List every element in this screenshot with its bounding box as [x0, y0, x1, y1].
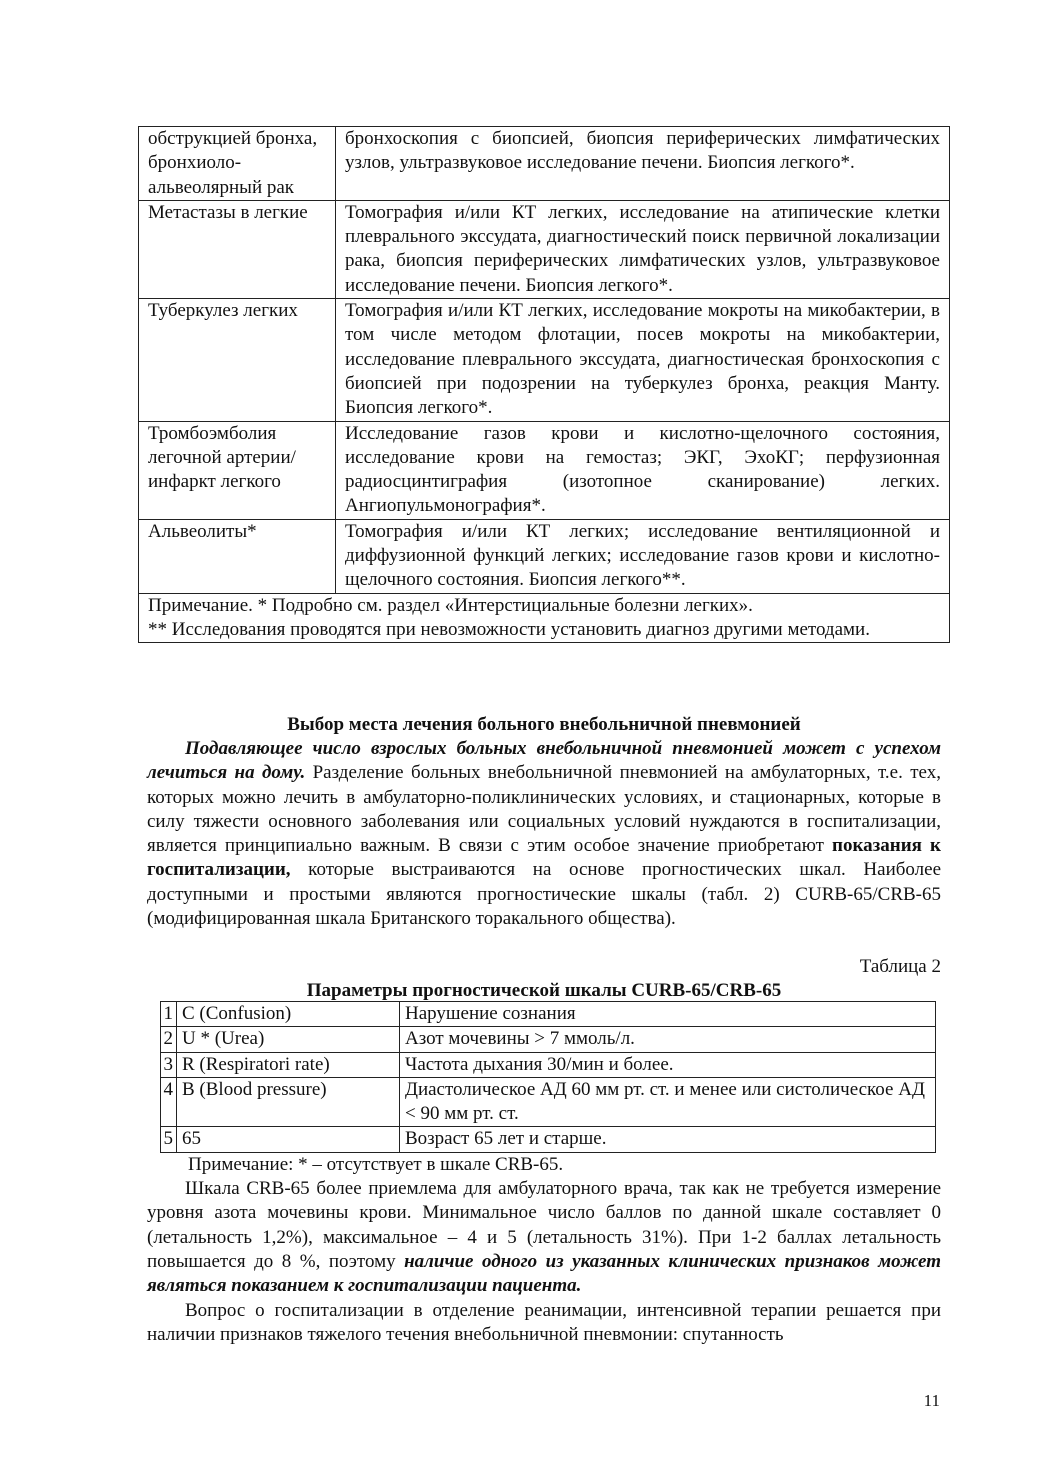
row-number: 2 — [161, 1027, 177, 1052]
differential-diagnosis-table — [138, 126, 950, 643]
paragraph-icu: Вопрос о госпитализации в отделение реанимации, интенсивной терапии решается при наличии признаков тяжелого течения внебольничной пневмонии: спутанность — [147, 1300, 941, 1346]
table-note-cell — [139, 593, 950, 643]
description-cell: Азот мочевины > 7 ммоль/л. — [400, 1027, 936, 1052]
description-cell: Диастолическое АД 60 мм рт. ст. и менее или систолическое АД < 90 мм рт. ст. — [400, 1077, 936, 1127]
table-row — [161, 1077, 936, 1127]
page-number: 11 — [923, 1391, 940, 1410]
table-row — [161, 1127, 936, 1152]
paragraph-text: которые выстраиваются на основе прогностических шкал. Наиболее доступными и простыми являются прогностические шкалы (табл. 2) CURB-65/CRB-65 (модифицированная шкала Британского торакального общества). — [147, 859, 941, 930]
parameter-cell: R (Respiratori rate) — [177, 1052, 400, 1077]
table-row — [139, 200, 950, 298]
row-number: 1 — [161, 1002, 177, 1027]
methods-cell: Томография и/или КТ легких, исследование на атипические клетки плеврального экссудата, диагностический поиск первичной локализации рака, биопсия периферических лимфатических узлов, ультразвуковое исследование печени. Биопсия легкого*. — [336, 200, 950, 298]
paragraph-text: Разделение больных внебольничной пневмонией на амбулаторных, т.е. тех, которых можно лечить в амбулаторно-поликлинических условиях, и стационарных, которые в силу тяжести основного заболевания или социальных условий нуждаются в госпитализации, является принципиально важным. В связи с этим особое значение приобретают — [147, 762, 941, 857]
curb65-table — [160, 1001, 936, 1153]
table-row — [139, 519, 950, 593]
disease-cell: Метастазы в легкие — [139, 200, 336, 298]
section-title: Выбор места лечения больного внебольничной пневмонией — [287, 714, 801, 735]
disease-cell: Тромбоэмболия легочной артерии/инфаркт легкого — [139, 421, 336, 519]
description-cell: Возраст 65 лет и старше. — [400, 1127, 936, 1152]
methods-cell: бронхоскопия с биопсией, биопсия периферических лимфатических узлов, ультразвуковое исследование печени. Биопсия легкого*. — [336, 127, 950, 201]
description-cell: Частота дыхания 30/мин и более. — [400, 1052, 936, 1077]
paragraph-hospitalization — [147, 737, 941, 931]
parameter-cell: B (Blood pressure) — [177, 1077, 400, 1127]
table-footnote: Примечание: * – отсутствует в шкале CRB-65. — [188, 1154, 564, 1175]
table-number: Таблица 2 — [859, 956, 941, 977]
parameter-cell: C (Confusion) — [177, 1002, 400, 1027]
paragraph-lead-emphasis: Подавляющее число взрослых больных внебольничной пневмонией может с успехом лечиться на дому. — [147, 738, 941, 784]
disease-cell: Альвеолиты* — [139, 519, 336, 593]
table-row — [139, 421, 950, 519]
row-number: 4 — [161, 1077, 177, 1127]
methods-cell: Томография и/или КТ легких, исследование мокроты на микобактерии, в том числе методом флотации, посев мокроты на микобактерии, исследование плеврального экссудата, диагностическая бронхоскопия с биопсией при подозрении на туберкулез бронха, реакция Манту. Биопсия легкого*. — [336, 299, 950, 421]
description-cell: Нарушение сознания — [400, 1002, 936, 1027]
table-row — [161, 1027, 936, 1052]
paragraph-emphasis: наличие одного из указанных клинических признаков может являться показанием к госпитализации пациента. — [147, 1250, 941, 1297]
table-row — [139, 127, 950, 201]
methods-cell: Исследование газов крови и кислотно-щелочного состояния, исследование крови на гемостаз; ЭКГ, ЭхоКГ; перфузионная радиосцинтиграфия (изотопное сканирование) легких. Ангиопульмонография*. — [336, 421, 950, 519]
table-row — [161, 1052, 936, 1077]
disease-cell: обструкцией бронха, бронхиоло-альвеолярный рак — [139, 127, 336, 201]
row-number: 5 — [161, 1127, 177, 1152]
paragraph-bold-term: показания к госпитализации, — [147, 835, 941, 881]
table-note-line-2: ** Исследования проводятся при невозможности установить диагноз другими методами. — [148, 618, 870, 640]
table-row — [139, 299, 950, 421]
parameter-cell: U * (Urea) — [177, 1027, 400, 1052]
table-title: Параметры прогностической шкалы CURB-65/CRB-65 — [306, 980, 782, 1001]
table-note-line-1: Примечание. * Подробно см. раздел «Интерстициальные болезни легких». — [148, 594, 753, 616]
table-note-row — [139, 593, 950, 643]
paragraph-crb65 — [147, 1177, 941, 1298]
row-number: 3 — [161, 1052, 177, 1077]
disease-cell: Туберкулез легких — [139, 299, 336, 421]
parameter-cell: 65 — [177, 1127, 400, 1152]
table-row — [161, 1002, 936, 1027]
methods-cell: Томография и/или КТ легких; исследование вентиляционной и диффузионной функций легких; исследование газов крови и кислотно-щелочного состояния. Биопсия легкого**. — [336, 519, 950, 593]
paragraph-text: Шкала CRB-65 более приемлема для амбулаторного врача, так как не требуется измерение уровня азота мочевины крови. Минимальное число баллов по данной шкале составляет 0 (летальность 1,2%), максимальное – 4 и 5 (летальность 31%). При 1-2 баллах летальность повышается до 8 %, поэтому — [147, 1178, 941, 1272]
